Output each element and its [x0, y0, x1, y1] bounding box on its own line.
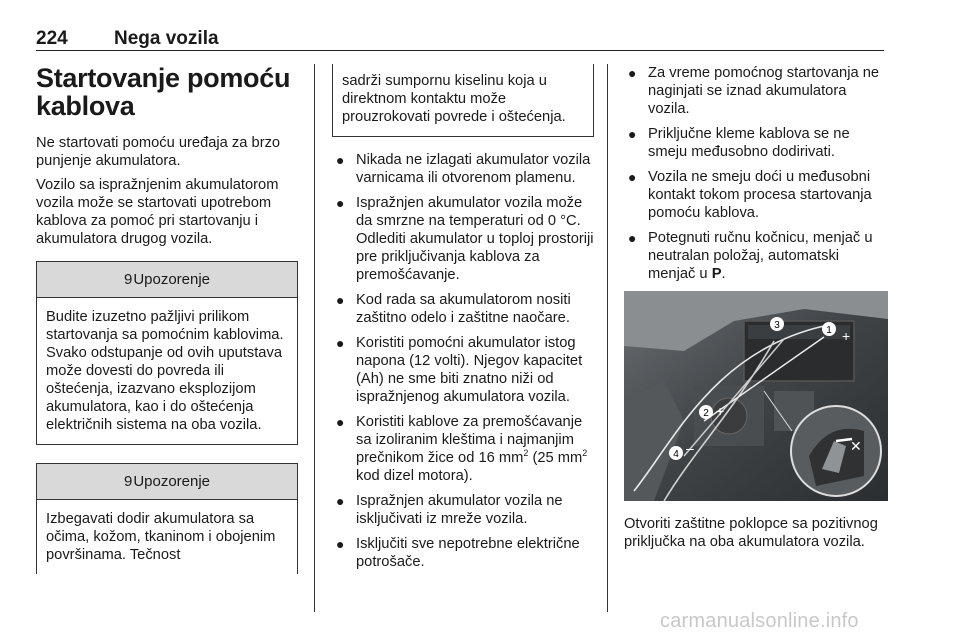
list-item: ● Koristiti pomoćni akumulator istog napona (12 volti). Njegov kapacitet (Ah) ne sme biti znatno niži od ispražnjenog akumulatora vozila.: [336, 335, 583, 405]
svg-text:1: 1: [826, 325, 832, 336]
list-item: ● Ispražnjen akumulator vozila može da smrzne na temperaturi od 0 °C. Odlediti akumulator u toploj prostoriji pre priključivanja kablova za premošćavanje.: [336, 195, 594, 283]
terminal-cover-inset: [791, 406, 881, 496]
bullet-icon: ●: [336, 195, 345, 211]
callout-3: [770, 317, 784, 331]
svg-text:3: 3: [774, 320, 780, 331]
precaution-list: [624, 64, 888, 283]
list-item: ● Vozila ne smeju doći u međusobni kontakt tokom procesa startovanja pomoću kablova.: [628, 169, 872, 221]
callout-4: [669, 446, 683, 460]
plus-icon: +: [842, 328, 851, 344]
warning-label: Upozorenje: [133, 271, 211, 288]
section-title: Startovanje pomoću kablova: [36, 63, 291, 121]
page-header: [36, 28, 884, 51]
list-item: ● Kod rada sa akumulatorom nositi zaštitno odelo i zaštitne naočare.: [336, 292, 571, 326]
warning-box: [36, 261, 298, 445]
precaution-list: [332, 151, 594, 571]
column-middle: [332, 64, 594, 578]
warning-text: Budite izuzetno pažljivi prilikom startovanja sa pomoćnim kablovima. Svako odstupanje od ovih uputstava može dovesti do povreda ili oštećenja, izazvano eksplozijom akumulatora, kao i do oštećenja električnih sistema na oba vozila.: [46, 309, 284, 433]
list-item: ● Ispražnjen akumulator vozila ne isključivati iz mreže vozila.: [336, 493, 563, 527]
intro-paragraph: Vozilo sa ispražnjenim akumulatorom vozila može se startovati upotrebom kablova za pomoć pri startovanju i akumulatora drugog vozila.: [36, 177, 279, 247]
watermark: carmanualsonline.info: [660, 610, 859, 632]
list-item: ● Priključne kleme kablova se ne smeju međusobno dodirivati.: [628, 126, 850, 160]
warning-text: sadrži sumpornu kiselinu koja u direktnom kontaktu može prouzrokovati povrede i oštećenja.: [342, 73, 566, 125]
warning-header: [37, 464, 297, 500]
bullet-icon: ●: [336, 152, 345, 168]
callout-2: [699, 405, 713, 419]
warning-icon: 9: [123, 271, 133, 288]
warning-icon: 9: [123, 473, 133, 490]
bullet-icon: ●: [336, 292, 345, 308]
figure-caption: Otvoriti zaštitne poklopce sa pozitivnog priključka na oba akumulatora vozila.: [624, 516, 878, 550]
minus-icon: –: [686, 440, 694, 456]
column-divider: [314, 64, 315, 612]
warning-header: [37, 262, 297, 298]
bullet-icon: ●: [336, 493, 345, 509]
list-item: ● Za vreme pomoćnog startovanja ne naginjati se iznad akumulatora vozila.: [628, 65, 880, 117]
bullet-icon: ●: [628, 230, 637, 246]
bullet-icon: ●: [336, 414, 345, 430]
warning-text: Izbegavati dodir akumulatora sa očima, kožom, tkaninom i obojenim površinama. Tečnost: [46, 511, 276, 563]
callout-1: [822, 322, 836, 336]
bullet-icon: ●: [336, 536, 345, 552]
svg-text:2: 2: [703, 408, 709, 419]
column-left: [36, 64, 298, 574]
close-icon: ✕: [850, 438, 862, 454]
column-divider: [607, 64, 608, 612]
bullet-icon: ●: [336, 335, 345, 351]
warning-box: [36, 463, 298, 574]
page-number: 224: [36, 28, 68, 49]
svg-text:4: 4: [673, 449, 679, 460]
engine-bay-figure: [624, 291, 888, 501]
intro-paragraph: Ne startovati pomoću uređaja za brzo punjenje akumulatora.: [36, 135, 281, 169]
list-item: ● Isključiti sve nepotrebne električne potrošače.: [336, 536, 580, 570]
bullet-icon: ●: [628, 126, 637, 142]
warning-label: Upozorenje: [133, 473, 211, 490]
list-item: ● Nikada ne izlagati akumulator vozila varnicama ili otvorenom plamenu.: [336, 152, 591, 186]
warning-box-continued: [332, 64, 594, 137]
bullet-icon: ●: [628, 169, 637, 185]
chapter-title: Nega vozila: [114, 28, 219, 49]
column-right: [624, 64, 888, 551]
plus-icon: +: [716, 403, 725, 419]
list-item: ● Potegnuti ručnu kočnicu, menjač u neutralan položaj, automatski menjač u P.: [628, 230, 873, 282]
bullet-icon: ●: [628, 65, 637, 81]
list-item: ● Koristiti kablove za premošćavanje sa izoliranim kleštima i najmanjim prečnikom žice od 16 $mm^2$ (25 $mm^2$ kod dizel motora).: [336, 414, 588, 484]
